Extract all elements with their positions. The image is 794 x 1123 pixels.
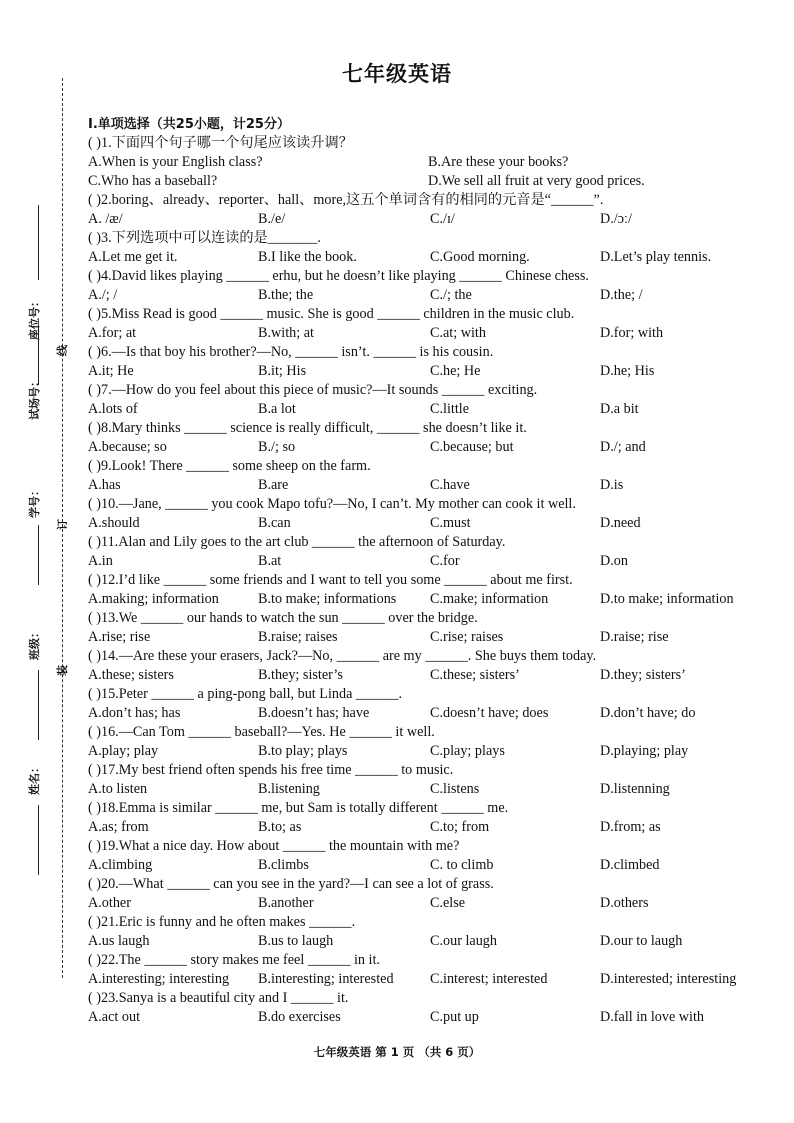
- option-b[interactable]: B.to play; plays: [258, 743, 348, 759]
- option-c[interactable]: C.to; from: [430, 819, 490, 835]
- option-a[interactable]: A.climbing: [88, 857, 153, 873]
- option-b[interactable]: B.to make; informations: [258, 591, 397, 607]
- question-stem: ( )3.下列选项中可以连读的是_______.: [88, 230, 321, 246]
- options-row: [88, 362, 748, 381]
- option-d[interactable]: D.a bit: [600, 401, 639, 417]
- question-stem: ( )2.boring、already、reporter、hall、more,这五个单词含有的相同的元音是“______”.: [88, 192, 604, 208]
- option-a[interactable]: A.in: [88, 553, 113, 569]
- option-a[interactable]: A./; /: [88, 287, 118, 303]
- option-b[interactable]: B./; so: [258, 439, 296, 455]
- options-row: [88, 932, 748, 951]
- option-c[interactable]: C.have: [430, 477, 470, 493]
- options-row: [88, 400, 748, 419]
- option-a[interactable]: A.Let me get it.: [88, 249, 178, 265]
- binding-mark: 装: [56, 665, 69, 676]
- option-a[interactable]: A.because; so: [88, 439, 167, 455]
- options-row: [88, 514, 748, 533]
- option-c[interactable]: C.Who has a baseball?: [88, 173, 218, 189]
- option-d[interactable]: D.climbed: [600, 857, 660, 873]
- question-stem: ( )18.Emma is similar ______ me, but Sam is totally different ______ me.: [88, 800, 509, 816]
- option-b[interactable]: B.a lot: [258, 401, 296, 417]
- option-d[interactable]: D.playing; play: [600, 743, 689, 759]
- question-stem: ( )20.—What ______ can you see in the yard?—I can see a lot of grass.: [88, 876, 494, 892]
- option-d[interactable]: D.they; sisters’: [600, 667, 686, 683]
- option-a[interactable]: A.don’t has; has: [88, 705, 181, 721]
- option-a[interactable]: A.to listen: [88, 781, 148, 797]
- question-stem: ( )8.Mary thinks ______ science is really difficult, ______ she doesn’t like it.: [88, 420, 527, 436]
- option-d[interactable]: D.he; His: [600, 363, 655, 379]
- option-d[interactable]: D.others: [600, 895, 649, 911]
- option-b[interactable]: B.can: [258, 515, 291, 531]
- options-row: [88, 894, 748, 913]
- option-a[interactable]: A.making; information: [88, 591, 219, 607]
- question-stem: ( )6.—Is that boy his brother?—No, ______ isn’t. ______ is his cousin.: [88, 344, 494, 360]
- page-footer: 七年级英语 第 1 页 （共 6 页）: [313, 1045, 481, 1059]
- option-b[interactable]: B.doesn’t has; have: [258, 705, 370, 721]
- question-stem: ( )4.David likes playing ______ erhu, but he doesn’t like playing ______ Chinese chess.: [88, 268, 589, 284]
- question-stem: ( )19.What a nice day. How about ______ the mountain with me?: [88, 838, 460, 854]
- option-d[interactable]: D./ɔː/: [600, 211, 632, 227]
- option-c[interactable]: C.Good morning.: [430, 249, 530, 265]
- option-a[interactable]: A.When is your English class?: [88, 154, 263, 170]
- option-b[interactable]: B.us to laugh: [258, 933, 334, 949]
- option-c[interactable]: C.put up: [430, 1009, 479, 1025]
- question-stem: ( )22.The ______ story makes me feel ______ in it.: [88, 952, 380, 968]
- page-title: 七年级英语: [342, 62, 452, 86]
- option-a[interactable]: A.rise; rise: [88, 629, 151, 645]
- option-a[interactable]: A.should: [88, 515, 140, 531]
- option-d[interactable]: D.our to laugh: [600, 933, 683, 949]
- options-row: [88, 248, 748, 267]
- question-stem: ( )12.I’d like ______ some friends and I want to tell you some ______ about me first.: [88, 572, 573, 588]
- option-d[interactable]: D.from; as: [600, 819, 661, 835]
- option-c[interactable]: C.play; plays: [430, 743, 505, 759]
- option-d[interactable]: D.is: [600, 477, 624, 493]
- question-stem: ( )23.Sanya is a beautiful city and I ______ it.: [88, 990, 349, 1006]
- question-stem: ( )13.We ______ our hands to watch the sun ______ over the bridge.: [88, 610, 478, 626]
- line-mark: 线: [56, 345, 69, 356]
- option-b[interactable]: B.at: [258, 553, 282, 569]
- option-b[interactable]: B.interesting; interested: [258, 971, 394, 987]
- option-b[interactable]: B.climbs: [258, 857, 309, 873]
- question-stem: ( )9.Look! There ______ some sheep on the farm.: [88, 458, 371, 474]
- question-stem: ( )7.—How do you feel about this piece of music?—It sounds ______ exciting.: [88, 382, 538, 398]
- option-b[interactable]: B.it; His: [258, 363, 307, 379]
- seat-line: [38, 205, 39, 280]
- class-line: [38, 670, 39, 740]
- option-a[interactable]: A.lots of: [88, 401, 138, 417]
- option-d[interactable]: D.on: [600, 553, 628, 569]
- option-b[interactable]: B.to; as: [258, 819, 302, 835]
- question-stem: ( )14.—Are these your erasers, Jack?—No, ______ are my ______. She buys them today.: [88, 648, 597, 664]
- options-row: [88, 704, 748, 723]
- options-row: [88, 1008, 748, 1027]
- option-c[interactable]: C.listens: [430, 781, 480, 797]
- options-row: [88, 324, 748, 343]
- option-c[interactable]: C.interest; interested: [430, 971, 548, 987]
- option-c[interactable]: C.because; but: [430, 439, 514, 455]
- exam-room-label: 试场号：: [28, 376, 41, 420]
- options-row: [88, 153, 748, 172]
- option-a[interactable]: A.act out: [88, 1009, 141, 1025]
- option-b[interactable]: B.they; sister’s: [258, 667, 343, 683]
- option-b[interactable]: B.do exercises: [258, 1009, 341, 1025]
- question-list: [88, 115, 748, 1027]
- options-row: [88, 780, 748, 799]
- options-row: [88, 856, 748, 875]
- option-a[interactable]: A.has: [88, 477, 121, 493]
- student-no-label: 学号：: [28, 485, 41, 518]
- name-label: 姓名：: [28, 762, 41, 795]
- staple-mark: 订: [56, 519, 69, 530]
- question-stem: ( )17.My best friend often spends his free time ______ to music.: [88, 762, 454, 778]
- option-b[interactable]: B./e/: [258, 211, 286, 227]
- option-a[interactable]: A.us laugh: [88, 933, 150, 949]
- option-a[interactable]: A.play; play: [88, 743, 159, 759]
- option-c[interactable]: C. to climb: [430, 857, 494, 873]
- option-a[interactable]: A.for; at: [88, 325, 137, 341]
- option-c[interactable]: C.else: [430, 895, 466, 911]
- option-d[interactable]: D.We sell all fruit at very good prices.: [428, 173, 645, 189]
- option-a[interactable]: A.these; sisters: [88, 667, 174, 683]
- options-row: [88, 590, 748, 609]
- question-stem: ( )5.Miss Read is good ______ music. She is good ______ children in the music club.: [88, 306, 575, 322]
- option-d[interactable]: D./; and: [600, 439, 646, 455]
- options-row: [88, 438, 748, 457]
- options-row: [88, 742, 748, 761]
- option-c[interactable]: C.for: [430, 553, 460, 569]
- option-c[interactable]: C.our laugh: [430, 933, 497, 949]
- options-row: [88, 286, 748, 305]
- option-d[interactable]: D.Let’s play tennis.: [600, 249, 712, 265]
- option-c[interactable]: C.rise; raises: [430, 629, 504, 645]
- name-line: [38, 805, 39, 875]
- option-c[interactable]: C./; the: [430, 287, 472, 303]
- option-a[interactable]: A.as; from: [88, 819, 149, 835]
- option-c[interactable]: C.doesn’t have; does: [430, 705, 549, 721]
- option-c[interactable]: C.must: [430, 515, 471, 531]
- option-b[interactable]: B.with; at: [258, 325, 314, 341]
- options-row: [88, 172, 748, 191]
- class-label: 班级：: [28, 627, 41, 660]
- options-row: [88, 552, 748, 571]
- options-row: [88, 666, 748, 685]
- option-b[interactable]: B.I like the book.: [258, 249, 357, 265]
- option-d[interactable]: D.listenning: [600, 781, 670, 797]
- option-d[interactable]: D.for; with: [600, 325, 664, 341]
- options-row: [88, 818, 748, 837]
- option-c[interactable]: C./ɪ/: [430, 211, 455, 227]
- option-d[interactable]: D.fall in love with: [600, 1009, 705, 1025]
- option-d[interactable]: D.raise; rise: [600, 629, 669, 645]
- question-stem: ( )15.Peter ______ a ping-pong ball, but Linda ______.: [88, 686, 403, 702]
- option-d[interactable]: D.the; /: [600, 287, 643, 303]
- option-b[interactable]: B.raise; raises: [258, 629, 338, 645]
- option-b[interactable]: B.the; the: [258, 287, 314, 303]
- options-row: [88, 970, 748, 989]
- option-b[interactable]: B.are: [258, 477, 289, 493]
- question-stem: ( )11.Alan and Lily goes to the art club ______ the afternoon of Saturday.: [88, 534, 506, 550]
- option-b[interactable]: B.Are these your books?: [428, 154, 569, 170]
- question-stem: ( )21.Eric is funny and he often makes ______.: [88, 914, 356, 930]
- option-d[interactable]: D.to make; information: [600, 591, 734, 607]
- option-a[interactable]: A.interesting; interesting: [88, 971, 230, 987]
- section-heading: I.单项选择（共25小题，计25分）: [88, 117, 290, 132]
- option-d[interactable]: D.don’t have; do: [600, 705, 696, 721]
- option-a[interactable]: A.it; He: [88, 363, 134, 379]
- question-stem: ( )10.—Jane, ______ you cook Mapo tofu?—No, I can’t. My mother can cook it well.: [88, 496, 576, 512]
- option-b[interactable]: B.another: [258, 895, 314, 911]
- option-c[interactable]: C.he; He: [430, 363, 481, 379]
- question-stem: ( )16.—Can Tom ______ baseball?—Yes. He ______ it well.: [88, 724, 435, 740]
- options-row: [88, 476, 748, 495]
- seat-label: 座位号：: [28, 296, 41, 340]
- option-c[interactable]: C.make; information: [430, 591, 549, 607]
- option-c[interactable]: C.little: [430, 401, 470, 417]
- option-d[interactable]: D.interested; interesting: [600, 971, 737, 987]
- option-b[interactable]: B.listening: [258, 781, 320, 797]
- options-row: [88, 628, 748, 647]
- option-c[interactable]: C.these; sisters’: [430, 667, 520, 683]
- option-a[interactable]: A.other: [88, 895, 131, 911]
- option-a[interactable]: A. /æ/: [88, 211, 123, 227]
- option-c[interactable]: C.at; with: [430, 325, 486, 341]
- options-row: [88, 210, 748, 229]
- student-no-line: [38, 525, 39, 585]
- question-stem: ( )1.下面四个句子哪一个句尾应该读升调？: [88, 135, 353, 151]
- option-d[interactable]: D.need: [600, 515, 641, 531]
